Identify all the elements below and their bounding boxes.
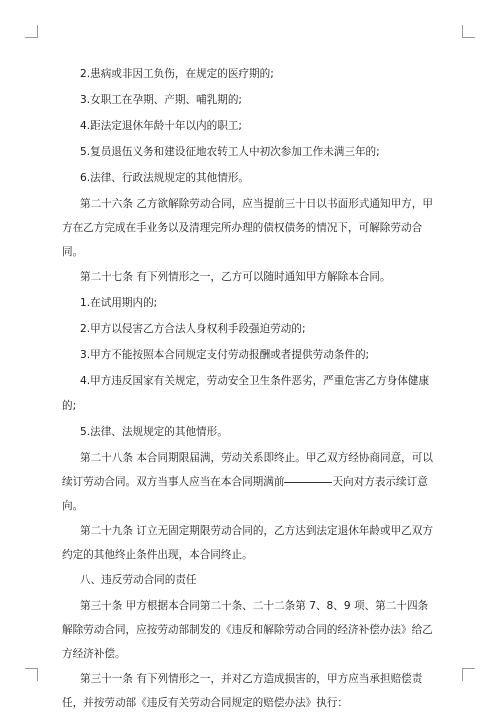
section-heading: 八、违反劳动合同的责任 xyxy=(80,574,197,586)
document-page xyxy=(62,62,438,716)
clause-item: 1.在试用期内的; xyxy=(80,297,158,309)
article-28-text-end: 天向对方表示续订意向。 xyxy=(62,476,428,512)
clause-item: 5.法律、法规规定的其他情形。 xyxy=(80,426,228,438)
clause-item: 3.女职工在孕期、产期、哺乳期的; xyxy=(80,94,242,106)
clause-item: 5.复员退伍义务和建设征地农转工人中初次参加工作未满三年的; xyxy=(80,146,380,158)
clause-item: 4.距法定退休年龄十年以内的职工; xyxy=(80,120,242,132)
crop-mark-top-left xyxy=(25,25,38,38)
clause-item: 2.甲方以侵害乙方合法人身权利手段强迫劳动的; xyxy=(80,323,306,335)
article-26: 第二十六条 乙方欲解除劳动合同，应当提前三十日以书面形式通知甲方，甲方在乙方完成在手业务以及清理完所办理的债权债务的情况下，可解除劳动合同。 xyxy=(62,198,433,258)
article-30: 第三十条 甲方根据本合同第二十条、二十二条第 7、8、9 项、第二十四条解除劳动合同，应按劳动部制发的《违反和解除劳动合同的经济补偿办法》给乙方经济补偿。 xyxy=(62,600,433,660)
article-29: 第二十九条 订立无固定期限劳动合同的，乙方达到法定退休年龄或甲乙双方约定的其他终止条件出现，本合同终止。 xyxy=(62,525,433,561)
fill-in-blank[interactable] xyxy=(284,481,332,483)
clause-item: 2.患病或非因工负伤，在规定的医疗期的; xyxy=(80,68,274,80)
crop-mark-bottom-right xyxy=(462,668,475,681)
article-28 xyxy=(62,446,438,518)
clause-item: 3.甲方不能按照本合同规定支付劳动报酬或者提供劳动条件的; xyxy=(80,349,370,361)
crop-mark-bottom-left xyxy=(25,668,38,681)
article-28-text: 第二十八条 本合同期限届满，劳动关系即终止。甲乙双方经协商同意，可以续订劳动合同。双方当事人应当在本合同期满前 xyxy=(62,452,433,488)
crop-mark-top-right xyxy=(462,25,475,38)
article-27: 第二十七条 有下列情形之一，乙方可以随时通知甲方解除本合同。 xyxy=(80,271,391,283)
clause-item: 6.法律、行政法规规定的其他情形。 xyxy=(80,172,250,184)
article-31: 第三十一条 有下列情形之一，并对乙方造成损害的，甲方应当承担赔偿责任，并按劳动部《违反有关劳动合同规定的赔偿办法》执行： xyxy=(62,673,423,709)
clause-item: 4.甲方违反国家有关规定，劳动安全卫生条件恶劣，严重危害乙方身体健康的; xyxy=(62,375,430,412)
